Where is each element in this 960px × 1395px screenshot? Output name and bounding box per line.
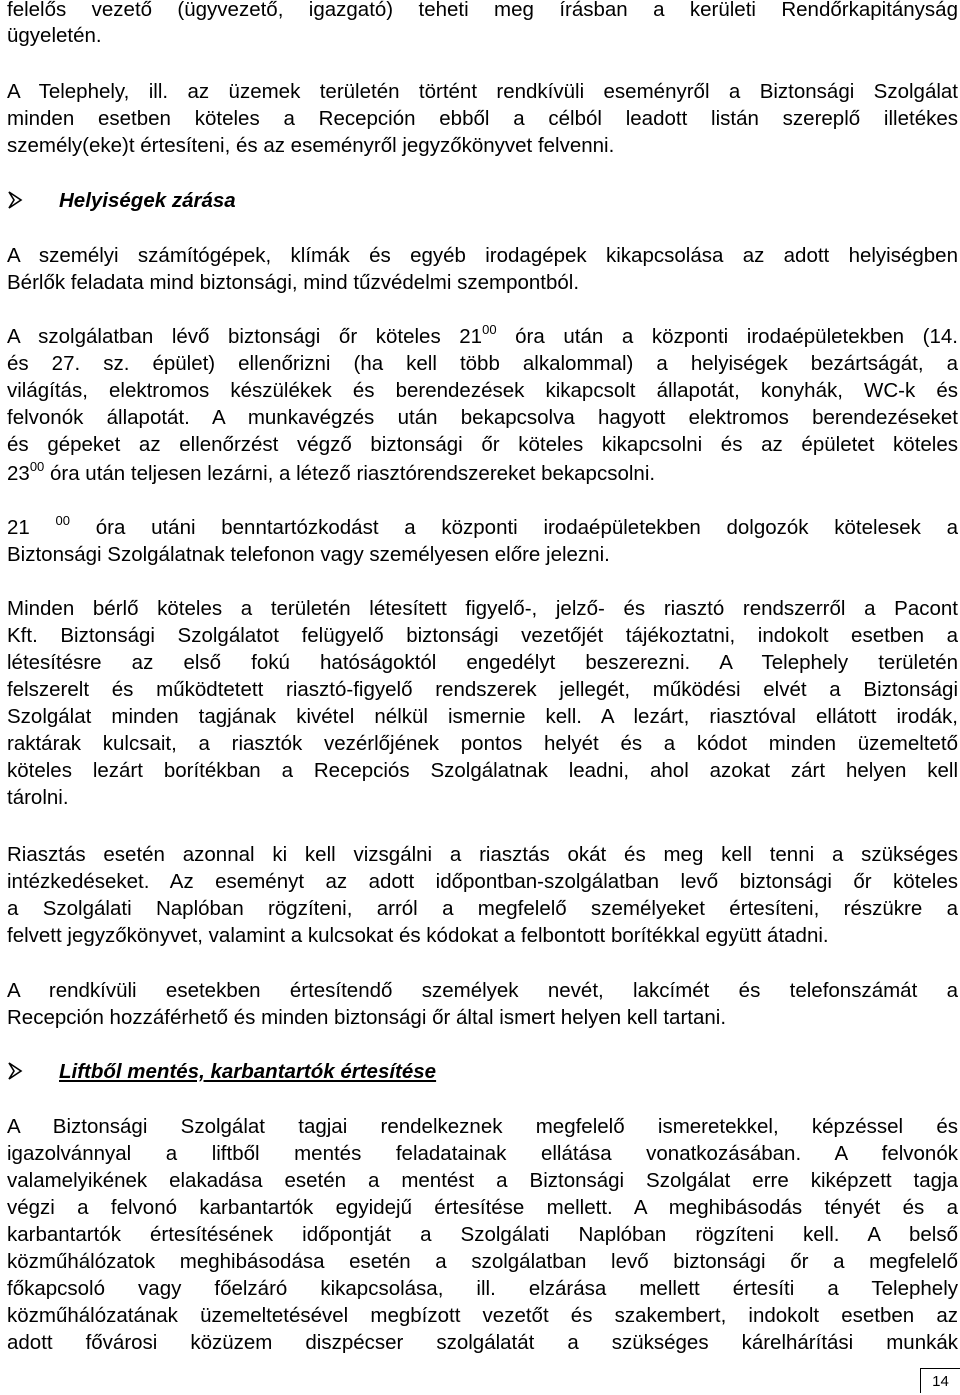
text-segment: A szolgálatban lévő biztonsági őr köteles 21	[7, 325, 483, 348]
text-line: minden esetben köteles a Recepción ebből a célból leadott listán szereplő illetékes	[7, 107, 958, 130]
page-number: 14	[920, 1368, 960, 1393]
text-line: világítás, elektromos készülékek és berendezések kikapcsolt állapotát, konyhák, WC-k és	[7, 379, 958, 402]
arrow-bullet-icon	[7, 1059, 59, 1085]
text-line: Riasztás esetén azonnal ki kell vizsgálni a riasztás okát és meg kell tenni a szükséges	[7, 843, 958, 866]
text-line: köteles lezárt borítékban a Recepciós Szolgálatnak leadni, ahol azokat zárt helyen kell	[7, 759, 958, 782]
text-line: és gépeket az ellenőrzést végző biztonsági őr köteles kikapcsolni és az épületet köteles	[7, 433, 958, 456]
text-line: A Telephely, ill. az üzemek területén történt rendkívüli eseményről a Biztonsági Szolgálat	[7, 80, 958, 103]
text-line: A személyi számítógépek, klímák és egyéb irodagépek kikapcsolása az adott helyiségben	[7, 244, 958, 267]
text-line: intézkedéseket. Az eseményt az adott időpontban-szolgálatban levő biztonsági őr köteles	[7, 870, 958, 893]
section-heading-lift	[7, 1059, 436, 1085]
text-line: közműhálózatok meghibásodása esetén a szolgálatban levő biztonsági őr a megfelelő	[7, 1250, 958, 1273]
text-line: ügyeletén.	[7, 24, 102, 47]
text-line: karbantartók értesítésének időpontját a Szolgálati Naplóban rögzíteni kell. A belső	[7, 1223, 958, 1246]
text-line: felvonók állapotát. A munkavégzés után bekapcsolva hagyott elektromos berendezéseket	[7, 406, 958, 429]
text-line: Kft. Biztonsági Szolgálatot felügyelő biztonsági vezetőjét tájékoztatni, indokolt esetben a	[7, 624, 958, 647]
text-line: igazolvánnyal a liftből mentés feladatainak ellátása vonatkozásában. A felvonók	[7, 1142, 958, 1165]
text-line-with-superscript	[7, 324, 958, 350]
text-line: felelős vezető (ügyvezető, igazgató) teheti meg írásban a kerületi Rendőrkapitányság	[7, 0, 958, 21]
text-segment: 23	[7, 462, 30, 485]
text-line-with-superscript	[7, 515, 958, 541]
text-line: létesítésre az első fokú hatóságoktól engedélyt beszerezni. A Telephely területén	[7, 651, 958, 674]
text-line: Szolgálat minden tagjának kivétel nélkül ismernie kell. A lezárt, riasztóval ellátott irodák,	[7, 705, 958, 728]
arrow-bullet-icon	[7, 188, 59, 214]
superscript: 00	[482, 322, 497, 337]
text-segment: óra utáni benntartózkodást a központi irodaépületekben dolgozók kötelesek a	[70, 516, 958, 539]
section-heading-text: Helyiségek zárása	[59, 189, 236, 212]
text-line: tárolni.	[7, 786, 69, 809]
text-line: Minden bérlő köteles a területén létesített figyelő-, jelző- és riasztó rendszerről a Pacont	[7, 597, 958, 620]
superscript: 00	[55, 513, 70, 528]
text-segment: óra után a központi irodaépületekben (14.	[496, 325, 958, 348]
text-segment: 21	[7, 516, 56, 539]
text-line: valamelyikének elakadása esetén a mentést a Biztonsági Szolgálat erre kiképzett tagja	[7, 1169, 958, 1192]
section-heading-rooms	[7, 188, 236, 214]
text-line: végzi a felvonó karbantartók egyidejű értesítése mellett. A meghibásodás tényét és a	[7, 1196, 958, 1219]
text-line: közműhálózatának üzemeltetésével megbízott vezetőt és szakembert, indokolt esetben az	[7, 1304, 958, 1327]
text-line: Biztonsági Szolgálatnak telefonon vagy személyesen előre jelezni.	[7, 543, 610, 566]
section-heading-text: Liftből mentés, karbantartók értesítése	[59, 1060, 437, 1083]
text-line: Recepción hozzáférhető és minden biztonsági őr által ismert helyen kell tartani.	[7, 1006, 727, 1029]
text-line: főkapcsoló vagy főelzáró kikapcsolása, ill. elzárása mellett értesíti a Telephely	[7, 1277, 958, 1300]
text-line: raktárak kulcsait, a riasztók vezérlőjének pontos helyét és a kódot minden üzemeltető	[7, 732, 958, 755]
text-segment: óra után teljesen lezárni, a létező riasztórendszereket bekapcsolni.	[44, 462, 656, 485]
text-line: A Biztonsági Szolgálat tagjai rendelkeznek megfelelő ismeretekkel, képzéssel és	[7, 1115, 958, 1138]
text-line: adott fővárosi közüzem diszpécser szolgálatát a szükséges kárelhárítási munkák	[7, 1331, 958, 1354]
text-line-with-superscript	[7, 461, 958, 487]
text-line: felvett jegyzőkönyvet, valamint a kulcsokat és kódokat a felbontott borítékkal együtt átadni.	[7, 924, 829, 947]
text-line: Bérlők feladata mind biztonsági, mind tűzvédelmi szempontból.	[7, 271, 580, 294]
text-line: a Szolgálati Naplóban rögzíteni, arról a megfelelő személyeket értesíteni, részükre a	[7, 897, 958, 920]
superscript: 00	[29, 459, 45, 474]
text-line: felszerelt és működtetett riasztó-figyelő rendszerek jellegét, működési elvét a Biztonsági	[7, 678, 958, 701]
text-line: A rendkívüli esetekben értesítendő személyek nevét, lakcímét és telefonszámát a	[7, 979, 958, 1002]
text-line: és 27. sz. épület) ellenőrizni (ha kell több alkalommal) a helyiségek bezártságát, a	[7, 352, 958, 375]
text-line: személy(eke)t értesíteni, és az eseményről jegyzőkönyvet felvenni.	[7, 134, 615, 157]
